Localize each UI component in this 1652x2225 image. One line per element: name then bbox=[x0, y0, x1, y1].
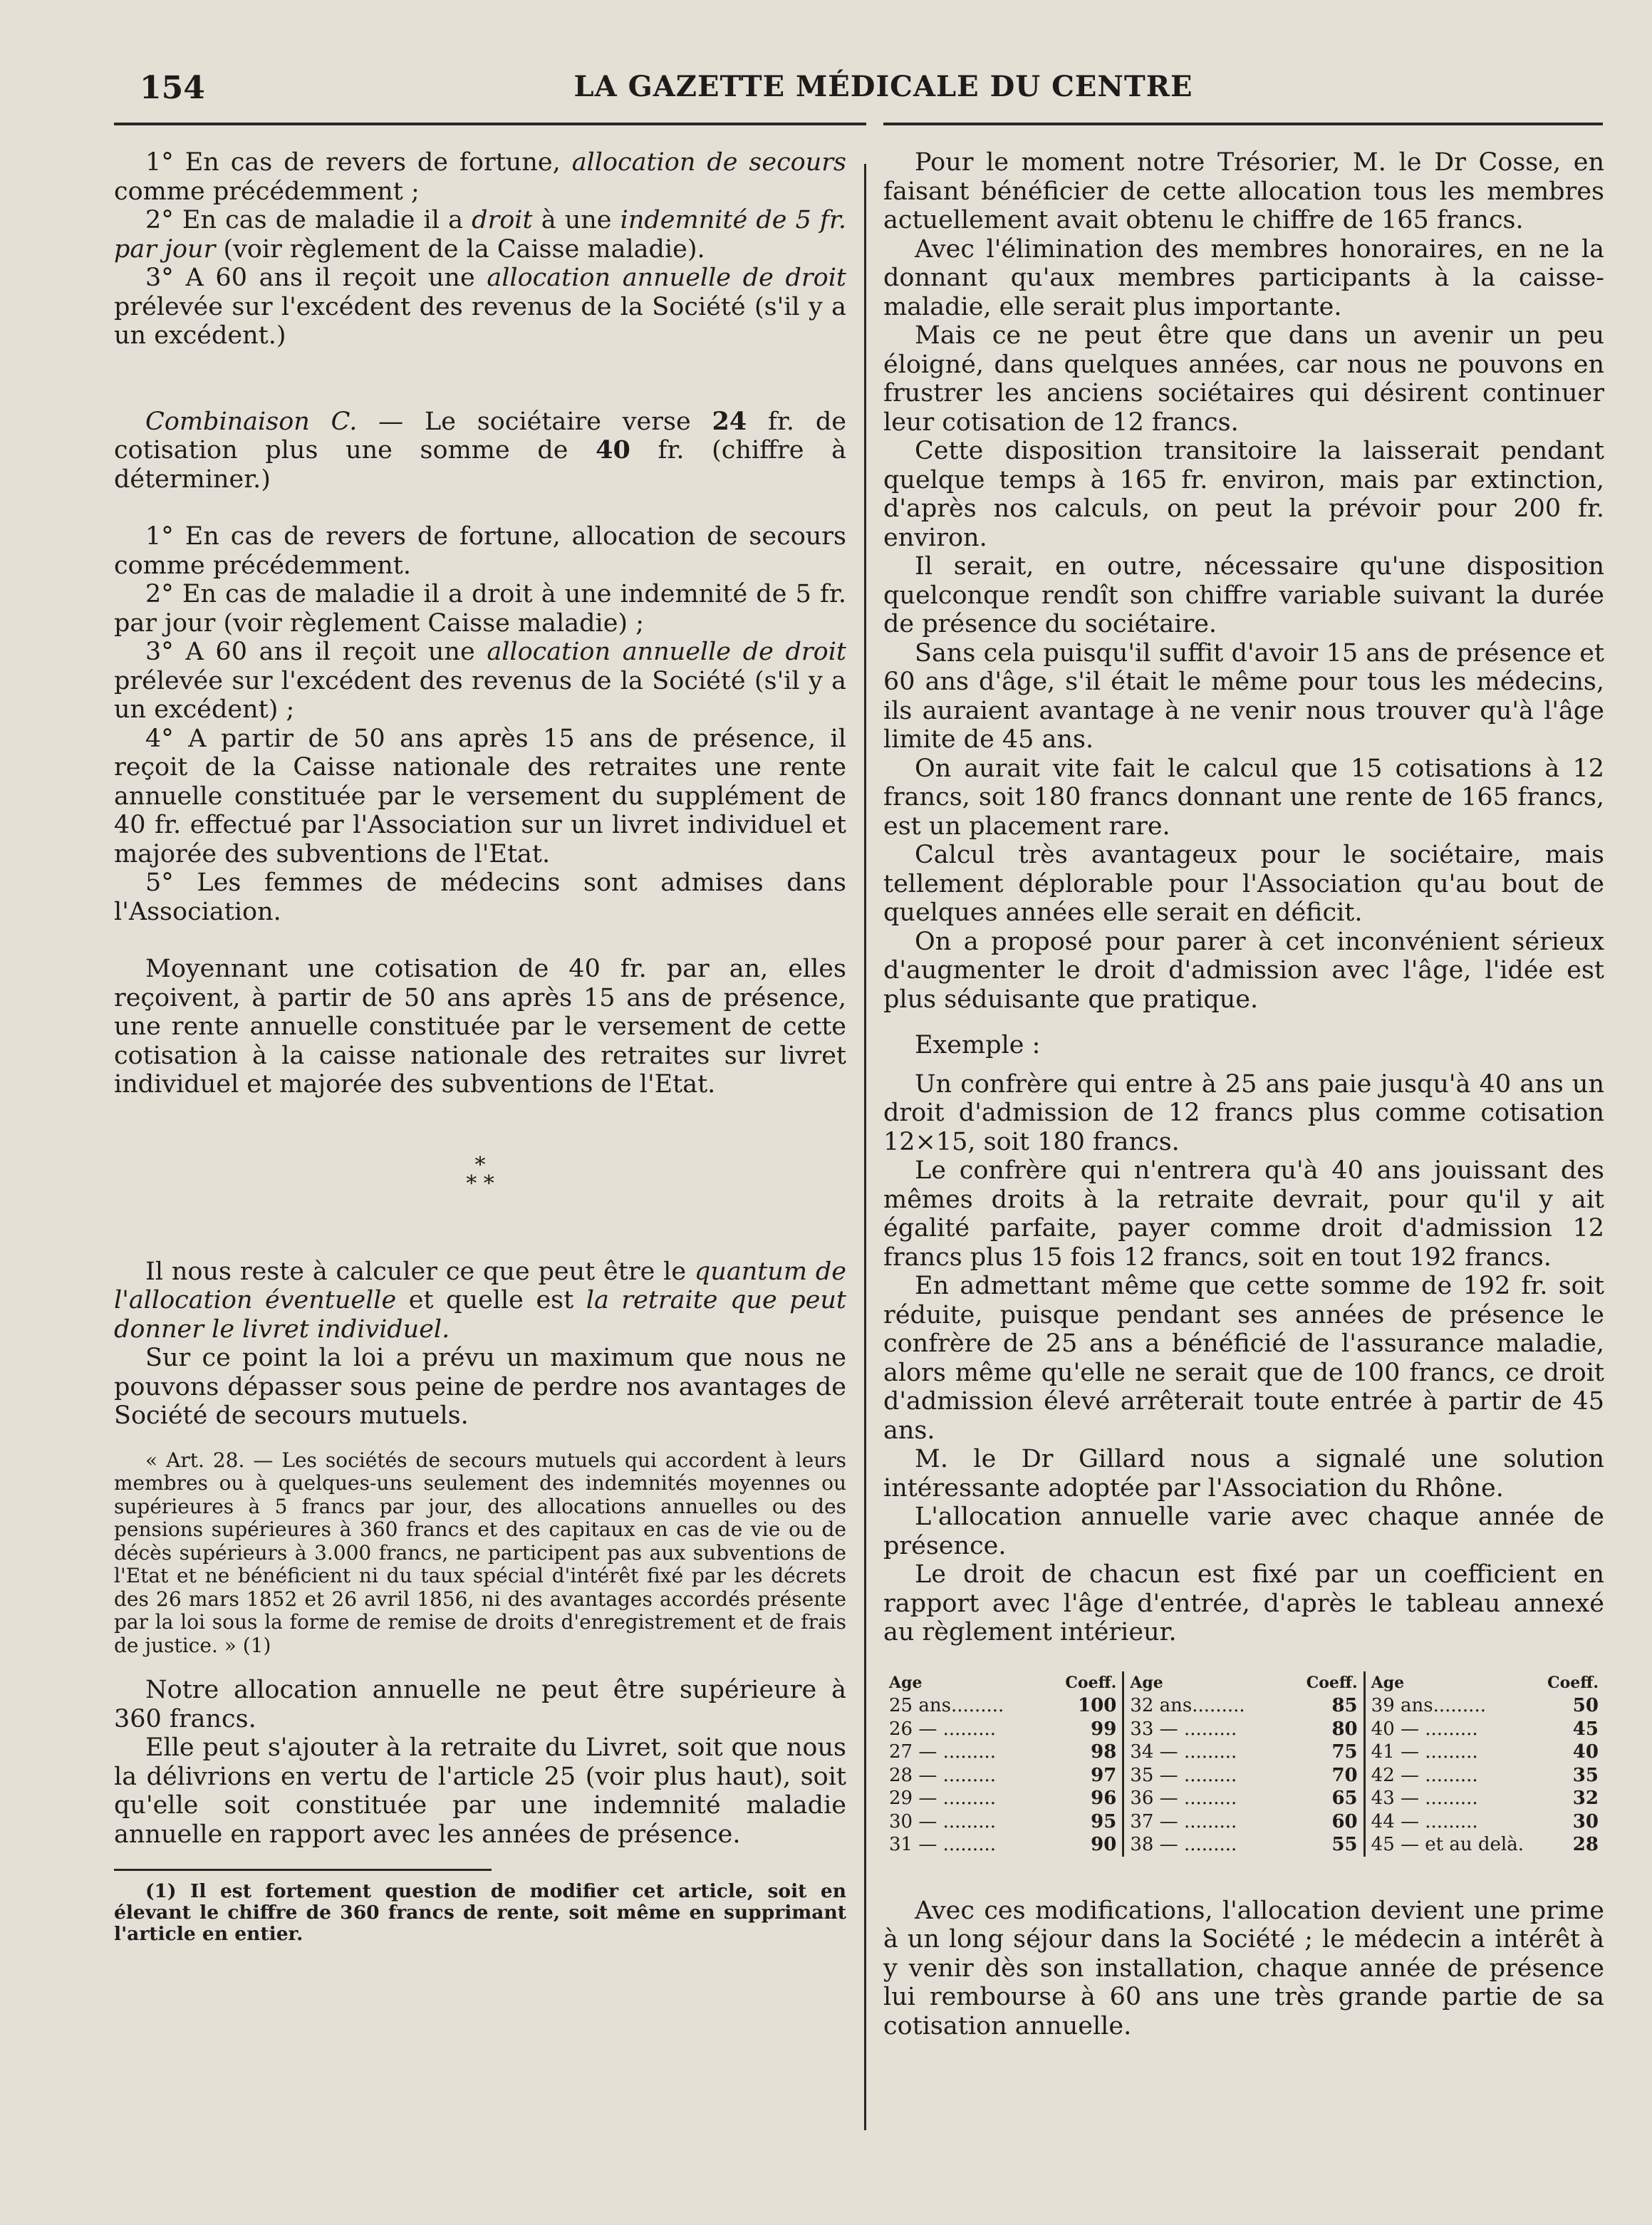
table-header: Age Coeff. bbox=[1130, 1673, 1358, 1692]
paragraph: Avec ces modifications, l'allocation devient une prime à un long séjour dans la Société ; le médecin a intérêt à y venir dès son installation, chaque année de présence lui rembourse à 60 ans une très grande partie de sa cotisation annuelle. bbox=[883, 1896, 1604, 2040]
table-row: 32 ans......... 85 bbox=[1130, 1695, 1358, 1716]
law-quote: « Art. 28. — Les sociétés de secours mutuels qui accordent à leurs membres ou à quelques-uns seulement des indemnités moyennes ou supérieures à 5 francs par jour, des allocations annuelles ou des pensions supérieures à 360 francs et des capitaux en cas de vie ou de décès supérieurs à 3.000 francs, ne participent pas aux subventions de l'Etat et ne bénéficient ni du taux spécial d'intérêt fixé par les décrets des 26 mars 1852 et 26 avril 1856, ni des avantages accordés présente par la loi sous la forme de remise de droits d'enregistrement et de frais de justice. » (1) bbox=[114, 1448, 846, 1657]
table-row: 37 — ......... 60 bbox=[1130, 1810, 1358, 1832]
footnote-rule bbox=[114, 1869, 492, 1871]
paragraph: L'allocation annuelle varie avec chaque année de présence. bbox=[883, 1503, 1604, 1560]
table-row: 38 — ......... 55 bbox=[1130, 1834, 1358, 1855]
paragraph: M. le Dr Gillard nous a signalé une solution intéressante adoptée par l'Association du Rhône. bbox=[883, 1445, 1604, 1503]
paragraph: Avec l'élimination des membres honoraires, en ne la donnant qu'aux membres participants à la caisse-maladie, elle serait plus importante. bbox=[883, 234, 1604, 321]
paragraph: Notre allocation annuelle ne peut être supérieure à 360 francs. bbox=[114, 1676, 846, 1733]
column-divider bbox=[864, 164, 866, 2130]
table-row: 31 — ......... 90 bbox=[889, 1834, 1117, 1855]
table-row: 30 — ......... 95 bbox=[889, 1810, 1117, 1832]
asterism: * * * bbox=[466, 1152, 494, 1196]
table-row: 41 — ......... 40 bbox=[1371, 1741, 1599, 1763]
paragraph: Le confrère qui n'entrera qu'à 40 ans jouissant des mêmes droits à la retraite devrait, pour qu'il y ait égalité parfaite, payer comme droit d'admission 12 francs plus 15 fois 12 francs, soit en tout 192 francs. bbox=[883, 1156, 1604, 1272]
paragraph: 2° En cas de maladie il a droit à une indemnité de 5 fr. par jour (voir règlement de la Caisse maladie). bbox=[114, 206, 846, 264]
table-row: 42 — ......... 35 bbox=[1371, 1764, 1599, 1786]
table-row: 35 — ......... 70 bbox=[1130, 1764, 1358, 1786]
paragraph: 1° En cas de revers de fortune, allocation de secours comme précédemment. bbox=[114, 522, 846, 580]
paragraph: Sans cela puisqu'il suffit d'avoir 15 ans de présence et 60 ans d'âge, s'il était le même pour tous les médecins, ils auraient avantage à ne venir nous trouver qu'à l'âge limite de 45 ans. bbox=[883, 638, 1604, 754]
table-column bbox=[883, 1671, 1122, 1857]
paragraph: Il serait, en outre, nécessaire qu'une disposition quelconque rendît son chiffre variable suivant la durée de présence du sociétaire. bbox=[883, 552, 1604, 638]
left-column bbox=[114, 148, 846, 1945]
table-header: Age Coeff. bbox=[889, 1673, 1117, 1692]
paragraph: Sur ce point la loi a prévu un maximum que nous ne pouvons dépasser sous peine de perdre nos avantages de Société de secours mutuels. bbox=[114, 1344, 846, 1430]
header-rule-right bbox=[883, 123, 1603, 125]
paragraph: Le droit de chacun est fixé par un coefficient en rapport avec l'âge d'entrée, d'après le tableau annexé au règlement intérieur. bbox=[883, 1560, 1604, 1646]
table-row: 40 — ......... 45 bbox=[1371, 1718, 1599, 1740]
table-row: 27 — ......... 98 bbox=[889, 1741, 1117, 1763]
page-header bbox=[114, 70, 1603, 113]
table-row: 29 — ......... 96 bbox=[889, 1788, 1117, 1809]
paragraph: 5° Les femmes de médecins sont admises dans l'Association. bbox=[114, 868, 846, 926]
coefficient-table bbox=[883, 1671, 1604, 1857]
paragraph: 3° A 60 ans il reçoit une allocation annuelle de droit prélevée sur l'excédent des revenus de la Société (s'il y a un excédent.) bbox=[114, 264, 846, 350]
paragraph: 4° A partir de 50 ans après 15 ans de présence, il reçoit de la Caisse nationale des retraites une rente annuelle constituée par le versement du supplément de 40 fr. effectué par l'Association sur un livret individuel et majorée des subventions de l'Etat. bbox=[114, 724, 846, 868]
table-row: 39 ans......... 50 bbox=[1371, 1695, 1599, 1716]
table-row: 28 — ......... 97 bbox=[889, 1764, 1117, 1786]
paragraph: Moyennant une cotisation de 40 fr. par an, elles reçoivent, à partir de 50 ans après 15 ans de présence, une rente annuelle constituée par le versement de cette cotisation à la caisse nationale des retraites sur livret individuel et majorée des subventions de l'Etat. bbox=[114, 955, 846, 1099]
paragraph: En admettant même que cette somme de 192 fr. soit réduite, puisque pendant ses années de présence le confrère de 25 ans a bénéficié de l'assurance maladie, alors même qu'elle ne serait que de 100 francs, ce droit d'admission élevé arrêterait toute entrée à partir de 45 ans. bbox=[883, 1272, 1604, 1445]
paragraph: Calcul très avantageux pour le sociétaire, mais tellement déplorable pour l'Association qu'au bout de quelques années elle serait en déficit. bbox=[883, 841, 1604, 927]
table-column bbox=[1122, 1671, 1363, 1857]
paragraph: 2° En cas de maladie il a droit à une indemnité de 5 fr. par jour (voir règlement Caisse maladie) ; bbox=[114, 580, 846, 638]
header-rule-left bbox=[114, 123, 866, 125]
page-number: 154 bbox=[140, 70, 205, 106]
right-column bbox=[883, 148, 1604, 2040]
table-header: Age Coeff. bbox=[1371, 1673, 1599, 1692]
paragraph: Elle peut s'ajouter à la retraite du Livret, soit que nous la délivrions en vertu de l'article 25 (voir plus haut), soit qu'elle soit constituée par une indemnité maladie annuelle en rapport avec les années de présence. bbox=[114, 1733, 846, 1849]
table-row: 26 — ......... 99 bbox=[889, 1718, 1117, 1740]
footnote: (1) Il est fortement question de modifier cet article, soit en élevant le chiffre de 360 francs de rente, soit même en supprimant l'article en entier. bbox=[114, 1880, 846, 1945]
table-row: 33 — ......... 80 bbox=[1130, 1718, 1358, 1740]
paragraph: Pour le moment notre Trésorier, M. le Dr Cosse, en faisant bénéficier de cette allocation tous les membres actuellement avait obtenu le chiffre de 165 francs. bbox=[883, 148, 1604, 234]
paragraph: On aurait vite fait le calcul que 15 cotisations à 12 francs, soit 180 francs donnant une rente de 165 francs, est un placement rare. bbox=[883, 754, 1604, 841]
paragraph: Cette disposition transitoire la laisserait pendant quelque temps à 165 fr. environ, mais par extinction, d'après nos calculs, on peut la prévoir pour 200 fr. environ. bbox=[883, 437, 1604, 552]
table-row: 36 — ......... 65 bbox=[1130, 1788, 1358, 1809]
paragraph: Mais ce ne peut être que dans un avenir un peu éloigné, dans quelques années, car nous ne pouvons en frustrer les anciens sociétaires qui désirent continuer leur cotisation de 12 francs. bbox=[883, 321, 1604, 437]
table-row: 43 — ......... 32 bbox=[1371, 1788, 1599, 1809]
running-title: LA GAZETTE MÉDICALE DU CENTRE bbox=[573, 70, 1193, 103]
table-row: 25 ans......... 100 bbox=[889, 1695, 1117, 1716]
paragraph: On a proposé pour parer à cet inconvénient sérieux d'augmenter le droit d'admission avec l'âge, l'idée est plus séduisante que pratique. bbox=[883, 927, 1604, 1014]
paragraph: 3° A 60 ans il reçoit une allocation annuelle de droit prélevée sur l'excédent des revenus de la Société (s'il y a un excédent) ; bbox=[114, 638, 846, 724]
paragraph: Il nous reste à calculer ce que peut être le quantum de l'allocation éventuelle et quelle est la retraite que peut donner le livret individuel. bbox=[114, 1257, 846, 1344]
table-row: 45 — et au delà. 28 bbox=[1371, 1834, 1599, 1855]
table-row: 44 — ......... 30 bbox=[1371, 1810, 1599, 1832]
table-column bbox=[1363, 1671, 1604, 1857]
table-row: 34 — ......... 75 bbox=[1130, 1741, 1358, 1763]
combinaison-heading: Combinaison C. — Le sociétaire verse 24 fr. de cotisation plus une somme de 40 fr. (chiffre à déterminer.) bbox=[114, 406, 846, 494]
paragraph: Un confrère qui entre à 25 ans paie jusqu'à 40 ans un droit d'admission de 12 francs plus comme cotisation 12×15, soit 180 francs. bbox=[883, 1069, 1604, 1156]
paragraph: 1° En cas de revers de fortune, allocation de secours comme précédemment ; bbox=[114, 148, 846, 206]
example-label: Exemple : bbox=[915, 1031, 1041, 1059]
